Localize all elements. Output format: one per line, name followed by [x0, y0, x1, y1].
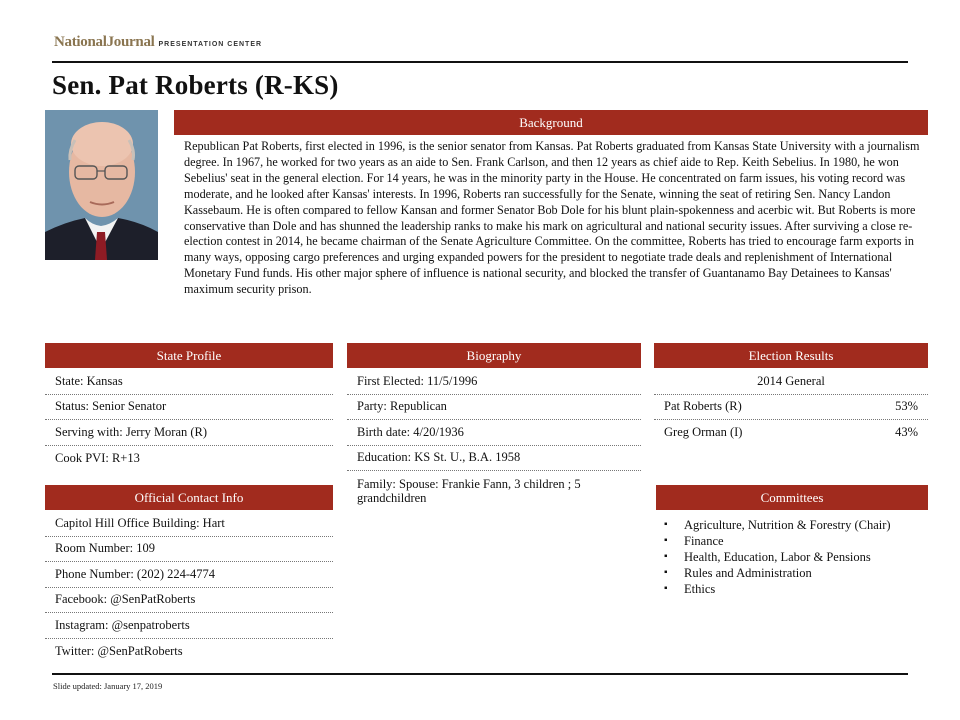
background-text: Republican Pat Roberts, first elected in 1996, is the senior senator from Kansas. Pat Roberts graduated from Kansas State University with a journalism degree. In 1967, he worked for two years as an aide to Sen. Frank Carlson, and then 12 years as chief aide to Rep. Keith Sebelius. In 1980, he won Sebelius' seat in the general election. For 14 years, he was in the minority party in the House. He concentrated on farm issues, his voting record was moderate, and he looked after Kansas' interests. In 1996, Roberts ran successfully for the Senate, winning the seat of retiring Sen. Nancy Landon Kassebaum. He is often compared to fellow Kansan and former Senator Bob Dole for his blunt plain-spokenness and acerbic wit. But Roberts is more conservative than Dole and has shunned the leadership ranks to make his mark on agricultural and national security issues. After surviving a close re-election contest in 2014, he became chairman of the Senate Agriculture Committee. On the committee, Roberts has tried to encourage farm exports in many ways, opposing cargo preferences and urging expanded powers for the president to negotiate trade deals and replenishment of International Monetary Fund funds. His other major sphere of influence is national security, and blocked the transfer of Guantanamo Bay Detainees to Kansas' maximum security prison.: [184, 139, 920, 297]
senator-photo: [45, 110, 158, 260]
election-results-list: [654, 369, 928, 446]
state-profile-list: [45, 369, 333, 471]
committee-label: Ethics: [684, 582, 716, 596]
phone-number-row: Phone Number: (202) 224-4774: [45, 562, 333, 588]
biography-header: Biography: [347, 343, 641, 368]
committees-list: [664, 517, 894, 597]
status-row: Status: Senior Senator: [45, 395, 333, 421]
birth-date-row: Birth date: 4/20/1936: [347, 420, 641, 446]
slide-updated-date: Slide updated: January 17, 2019: [53, 681, 163, 691]
brand-name: NationalJournal: [54, 34, 155, 50]
portrait-image: [45, 110, 158, 260]
committee-label: Finance: [684, 534, 724, 548]
state-row: State: Kansas: [45, 369, 333, 395]
committee-label: Agriculture, Nutrition & Forestry (Chair): [684, 518, 891, 532]
first-elected-row: First Elected: 11/5/1996: [347, 369, 641, 395]
candidate-pct: 53%: [895, 399, 918, 414]
education-row: Education: KS St. U., B.A. 1958: [347, 446, 641, 472]
party-row: Party: Republican: [347, 395, 641, 421]
bullet-icon: ▪: [664, 583, 668, 594]
twitter-row: Twitter: @SenPatRoberts: [55, 643, 183, 658]
office-building-row: Capitol Hill Office Building: Hart: [45, 511, 333, 537]
brand-subtitle: PRESENTATION CENTER: [158, 41, 263, 48]
bullet-icon: ▪: [664, 567, 668, 578]
bullet-icon: ▪: [664, 519, 668, 530]
committee-item: [664, 533, 894, 549]
election-subheader: 2014 General: [654, 369, 928, 395]
state-profile-header: State Profile: [45, 343, 333, 368]
family-row: Family: Spouse: Frankie Fann, 3 children ; 5 grandchildren: [357, 477, 581, 505]
committee-item: [664, 549, 894, 565]
background-header: Background: [174, 110, 928, 135]
page-title: Sen. Pat Roberts (R-KS): [52, 70, 339, 100]
committee-item: [664, 581, 894, 597]
biography-list: [347, 369, 641, 505]
committee-label: Health, Education, Labor & Pensions: [684, 550, 871, 564]
candidate-name: Pat Roberts (R): [664, 399, 742, 414]
election-result-row: [654, 420, 928, 446]
committee-item: [664, 565, 894, 581]
committee-item: [664, 517, 894, 533]
bullet-icon: ▪: [664, 551, 668, 562]
room-number-row: Room Number: 109: [45, 537, 333, 563]
facebook-row: Facebook: @SenPatRoberts: [45, 588, 333, 614]
cook-pvi-row: Cook PVI: R+13: [55, 450, 140, 465]
candidate-name: Greg Orman (I): [664, 425, 743, 440]
serving-with-row: Serving with: Jerry Moran (R): [45, 420, 333, 446]
brand-logo: [54, 34, 262, 51]
contact-info-list: [45, 511, 333, 664]
committee-label: Rules and Administration: [684, 566, 812, 580]
committees-header: Committees: [656, 485, 928, 510]
candidate-pct: 43%: [895, 425, 918, 440]
footer-divider: [52, 673, 908, 675]
election-result-row: [654, 395, 928, 421]
instagram-row: Instagram: @senpatroberts: [45, 613, 333, 639]
header-divider: [52, 61, 908, 63]
contact-info-header: Official Contact Info: [45, 485, 333, 510]
election-results-header: Election Results: [654, 343, 928, 368]
bullet-icon: ▪: [664, 535, 668, 546]
